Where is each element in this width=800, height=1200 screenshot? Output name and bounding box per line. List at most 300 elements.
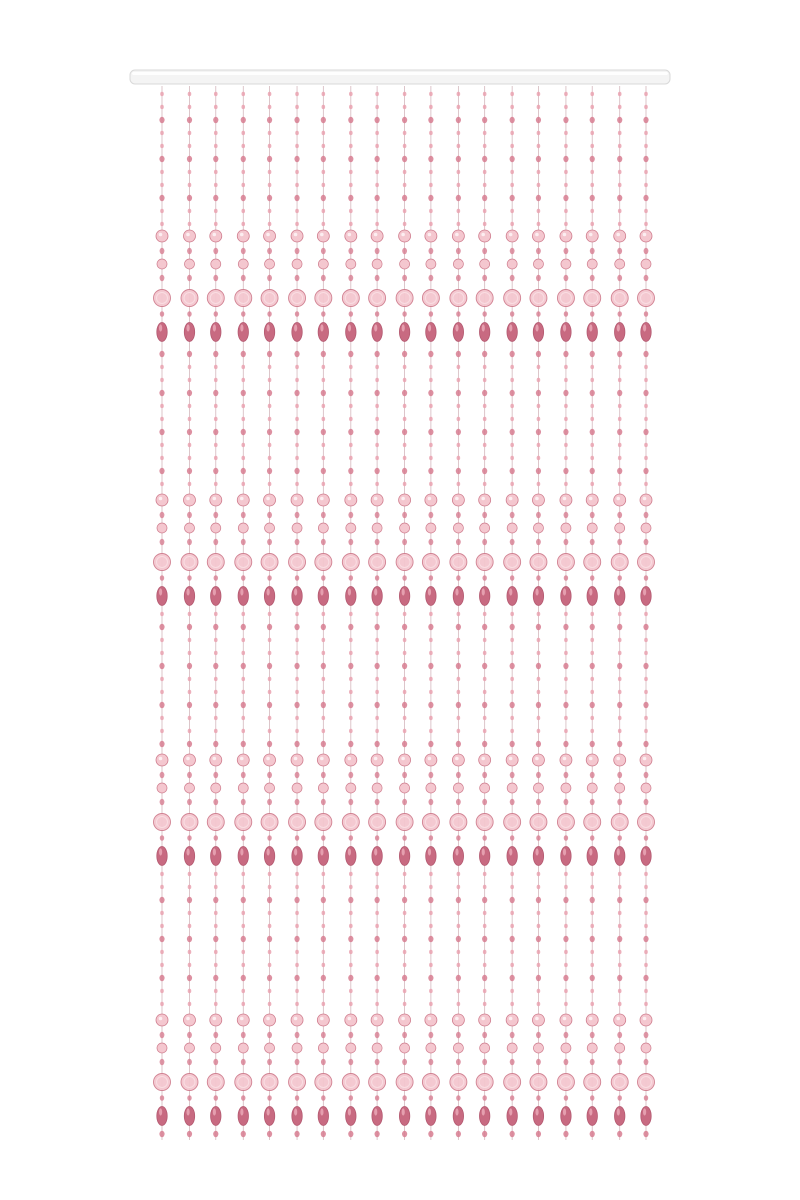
seed-bead [537, 924, 541, 928]
seed-bead [267, 195, 272, 201]
seed-bead [349, 690, 353, 694]
seed-bead [429, 482, 433, 486]
seed-bead [590, 1131, 595, 1137]
seed-bead [241, 105, 245, 109]
seed-bead [213, 702, 218, 708]
seed-bead [590, 1032, 595, 1038]
seed-bead [618, 716, 622, 720]
faceted-bead [532, 754, 544, 766]
seed-bead [563, 351, 568, 357]
bead-shine [616, 757, 620, 761]
seed-bead [322, 183, 326, 187]
seed-bead [160, 911, 164, 915]
seed-bead [428, 975, 433, 981]
seed-bead [375, 950, 379, 954]
seed-bead [375, 209, 379, 213]
seed-bead [429, 222, 433, 226]
seed-bead [510, 690, 514, 694]
seed-bead [375, 131, 379, 135]
round-bead [426, 523, 436, 533]
seed-bead [644, 539, 649, 545]
seed-bead [429, 729, 433, 733]
seed-bead [214, 651, 218, 655]
seed-bead [187, 156, 192, 162]
oval-bead [641, 1107, 651, 1126]
seed-bead [643, 390, 648, 396]
seed-bead [295, 612, 299, 616]
bead-shine [455, 1017, 459, 1021]
seed-bead [295, 677, 299, 681]
seed-bead [537, 963, 541, 967]
bead-shine [374, 497, 378, 501]
seed-bead [375, 512, 380, 518]
bead-shine [589, 497, 593, 501]
seed-bead [159, 702, 164, 708]
seed-bead [429, 404, 433, 408]
seed-bead [457, 209, 461, 213]
seed-bead [590, 1059, 595, 1065]
bead-shine [212, 497, 216, 501]
seed-bead [457, 456, 461, 460]
seed-bead [482, 897, 487, 903]
oval-shine [294, 848, 297, 855]
bead-shine [186, 497, 190, 501]
oval-bead [507, 847, 517, 866]
seed-bead [375, 365, 379, 369]
seed-bead [295, 638, 299, 642]
seed-bead [375, 275, 380, 281]
bead-shine [563, 757, 567, 761]
seed-bead [403, 638, 407, 642]
seed-bead [590, 975, 595, 981]
round-bead [265, 1043, 275, 1053]
faceted-bead [506, 230, 518, 242]
faceted-bead [237, 230, 249, 242]
seed-bead [618, 638, 622, 642]
seed-bead [160, 963, 164, 967]
seed-bead [618, 885, 622, 889]
bead-shine [509, 757, 513, 761]
faceted-bead [210, 1014, 222, 1026]
oval-bead [292, 323, 302, 342]
oval-bead [479, 847, 489, 866]
bead-shine [320, 233, 324, 237]
bead-strand [611, 86, 628, 1140]
seed-bead [617, 897, 622, 903]
seed-bead [375, 468, 380, 474]
oval-bead [211, 587, 221, 606]
oval-bead [318, 587, 328, 606]
seed-bead [483, 365, 487, 369]
faceted-bead [210, 230, 222, 242]
faceted-bead [237, 1014, 249, 1026]
oval-shine [509, 588, 512, 595]
seed-bead [537, 131, 541, 135]
oval-bead [507, 1107, 517, 1126]
oval-bead [479, 323, 489, 342]
faceted-bead [586, 754, 598, 766]
faceted-bead [560, 494, 572, 506]
seed-bead [429, 92, 433, 96]
seed-bead [268, 963, 272, 967]
seed-bead [643, 741, 648, 747]
seed-bead [295, 539, 300, 545]
seed-bead [590, 741, 595, 747]
seed-bead [241, 209, 245, 213]
seed-bead [322, 963, 326, 967]
seed-bead [510, 512, 515, 518]
round-bead [292, 523, 302, 533]
seed-bead [348, 156, 353, 162]
round-bead [480, 523, 490, 533]
seed-bead [348, 936, 353, 942]
seed-bead [429, 105, 433, 109]
seed-bead [268, 716, 272, 720]
oval-shine [320, 588, 323, 595]
seed-bead [537, 1002, 541, 1006]
seed-bead [457, 716, 461, 720]
seed-bead [214, 989, 218, 993]
faceted-bead [237, 754, 249, 766]
round-bead [238, 523, 248, 533]
faceted-bead [317, 1014, 329, 1026]
seed-bead [564, 690, 568, 694]
round-bead [533, 523, 543, 533]
seed-bead [564, 275, 569, 281]
seed-bead [510, 924, 514, 928]
seed-bead [241, 963, 245, 967]
seed-bead [375, 105, 379, 109]
seed-bead [348, 117, 353, 123]
seed-bead [187, 936, 192, 942]
seed-bead [241, 351, 246, 357]
seed-bead [402, 539, 407, 545]
round-bead [318, 259, 328, 269]
seed-bead [321, 117, 326, 123]
bead-strand [315, 86, 332, 1140]
seed-bead [618, 105, 622, 109]
faceted-bead [425, 230, 437, 242]
seed-bead [160, 950, 164, 954]
seed-bead [617, 624, 622, 630]
seed-bead [349, 131, 353, 135]
bead-shine [589, 233, 593, 237]
seed-bead [483, 729, 487, 733]
seed-bead [213, 741, 218, 747]
seed-bead [456, 1032, 461, 1038]
oval-bead [426, 847, 436, 866]
seed-bead [483, 92, 487, 96]
seed-bead [187, 975, 192, 981]
oval-shine [455, 588, 458, 595]
oval-shine [374, 324, 377, 331]
oval-shine [240, 324, 243, 331]
seed-bead [268, 924, 272, 928]
seed-bead [456, 1131, 461, 1137]
seed-bead [403, 651, 407, 655]
seed-bead [160, 872, 164, 876]
bead-shine [428, 233, 432, 237]
seed-bead [241, 924, 245, 928]
seed-bead [241, 131, 245, 135]
seed-bead [375, 936, 380, 942]
oval-bead [533, 587, 543, 606]
round-bead [587, 1043, 597, 1053]
oval-bead [479, 1107, 489, 1126]
seed-bead [457, 885, 461, 889]
seed-bead [510, 92, 514, 96]
faceted-bead [345, 494, 357, 506]
seed-bead [348, 741, 353, 747]
seed-bead [375, 443, 379, 447]
seed-bead [510, 936, 515, 942]
seed-bead [322, 170, 326, 174]
seed-bead [321, 897, 326, 903]
seed-bead [510, 1059, 515, 1065]
seed-bead [428, 624, 433, 630]
seed-bead [618, 404, 622, 408]
seed-bead [268, 872, 272, 876]
seed-bead [564, 183, 568, 187]
seed-bead [429, 417, 433, 421]
seed-bead [160, 456, 164, 460]
bead-strand [476, 86, 493, 1140]
seed-bead [241, 378, 245, 382]
seed-bead [402, 799, 407, 805]
seed-bead [267, 702, 272, 708]
seed-bead [643, 156, 648, 162]
round-bead [426, 259, 436, 269]
seed-bead [160, 170, 164, 174]
faceted-bead [264, 494, 276, 506]
seed-bead [483, 963, 487, 967]
faceted-bead [264, 230, 276, 242]
rod-highlight [132, 72, 668, 75]
seed-bead [322, 404, 326, 408]
curtain-rod [130, 70, 670, 84]
seed-bead [402, 311, 406, 317]
bead-strand [369, 86, 386, 1140]
seed-bead [537, 482, 541, 486]
seed-bead [564, 131, 568, 135]
seed-bead [429, 690, 433, 694]
seed-bead [456, 512, 461, 518]
seed-bead [241, 365, 245, 369]
seed-bead [241, 222, 245, 226]
seed-bead [402, 936, 407, 942]
seed-bead [564, 950, 568, 954]
bead-shine [294, 233, 298, 237]
seed-bead [159, 468, 164, 474]
seed-bead [618, 311, 622, 317]
seed-bead [348, 799, 353, 805]
seed-bead [482, 741, 487, 747]
seed-bead [590, 963, 594, 967]
seed-bead [457, 963, 461, 967]
seed-bead [564, 677, 568, 681]
seed-bead [563, 156, 568, 162]
seed-bead [482, 624, 487, 630]
seed-bead [403, 482, 407, 486]
seed-bead [429, 872, 433, 876]
seed-bead [536, 468, 541, 474]
seed-bead [510, 663, 515, 669]
seed-bead [214, 144, 218, 148]
faceted-bead [532, 230, 544, 242]
seed-bead [510, 170, 514, 174]
bead-shine [616, 233, 620, 237]
seed-bead [187, 311, 191, 317]
seed-bead [188, 638, 192, 642]
oval-bead [211, 847, 221, 866]
seed-bead [429, 1002, 433, 1006]
seed-bead [590, 390, 595, 396]
seed-bead [590, 131, 594, 135]
oval-bead [184, 1107, 194, 1126]
oval-shine [402, 588, 405, 595]
round-bead [400, 1043, 410, 1053]
seed-bead [510, 209, 514, 213]
seed-bead [348, 512, 353, 518]
seed-bead [294, 351, 299, 357]
seed-bead [537, 92, 541, 96]
seed-bead [375, 690, 379, 694]
seed-bead [402, 248, 407, 254]
oval-shine [455, 324, 458, 331]
seed-bead [213, 429, 218, 435]
seed-bead [644, 963, 648, 967]
seed-bead [537, 612, 541, 616]
seed-bead [295, 105, 299, 109]
seed-bead [618, 365, 622, 369]
seed-bead [564, 612, 568, 616]
seed-bead [403, 911, 407, 915]
seed-bead [537, 989, 541, 993]
seed-bead [456, 156, 461, 162]
seed-bead [188, 131, 192, 135]
seed-bead [590, 378, 594, 382]
seed-bead [322, 638, 326, 642]
seed-bead [618, 131, 622, 135]
seed-bead [644, 209, 648, 213]
seed-bead [618, 950, 622, 954]
seed-bead [349, 222, 353, 226]
seed-bead [348, 248, 353, 254]
seed-bead [590, 638, 594, 642]
seed-bead [295, 378, 299, 382]
oval-bead [211, 1107, 221, 1126]
seed-bead [268, 690, 272, 694]
seed-bead [618, 209, 622, 213]
bead-shine [159, 497, 163, 501]
seed-bead [536, 1131, 541, 1137]
seed-bead [348, 1131, 353, 1137]
seed-bead [590, 417, 594, 421]
seed-bead [349, 716, 353, 720]
seed-bead [456, 702, 461, 708]
seed-bead [564, 1032, 569, 1038]
seed-bead [159, 195, 164, 201]
seed-bead [536, 429, 541, 435]
seed-bead [510, 417, 514, 421]
seed-bead [241, 482, 245, 486]
seed-bead [267, 468, 272, 474]
seed-bead [590, 651, 594, 655]
seed-bead [402, 468, 407, 474]
seed-bead [537, 885, 541, 889]
seed-bead [564, 1059, 569, 1065]
round-bead [265, 783, 275, 793]
round-bead [346, 259, 356, 269]
bead-shine [159, 233, 163, 237]
seed-bead [241, 156, 246, 162]
seed-bead [403, 443, 407, 447]
seed-bead [267, 975, 272, 981]
seed-bead [643, 936, 648, 942]
oval-shine [482, 1108, 485, 1115]
seed-bead [294, 429, 299, 435]
round-bead [292, 1043, 302, 1053]
seed-bead [564, 222, 568, 226]
seed-bead [321, 835, 325, 841]
seed-bead [295, 575, 299, 581]
oval-bead [399, 587, 409, 606]
oval-shine [643, 324, 646, 331]
seed-bead [322, 924, 326, 928]
seed-bead [187, 248, 192, 254]
seed-bead [590, 772, 595, 778]
seed-bead [241, 575, 245, 581]
seed-bead [188, 950, 192, 954]
seed-bead [456, 663, 461, 669]
faceted-bead [614, 230, 626, 242]
seed-bead [590, 872, 594, 876]
seed-bead [483, 131, 487, 135]
oval-bead [184, 323, 194, 342]
seed-bead [294, 975, 299, 981]
seed-bead [159, 390, 164, 396]
seed-bead [644, 222, 648, 226]
seed-bead [267, 429, 272, 435]
seed-bead [482, 539, 487, 545]
seed-bead [510, 835, 514, 841]
seed-bead [349, 443, 353, 447]
seed-bead [644, 456, 648, 460]
seed-bead [321, 195, 326, 201]
round-bead [533, 1043, 543, 1053]
seed-bead [456, 624, 461, 630]
oval-bead [238, 847, 248, 866]
seed-bead [403, 989, 407, 993]
seed-bead [510, 677, 514, 681]
seed-bead [402, 975, 407, 981]
seed-bead [483, 885, 487, 889]
round-bead [211, 783, 221, 793]
seed-bead [510, 131, 514, 135]
seed-bead [267, 663, 272, 669]
seed-bead [456, 539, 461, 545]
round-bead [453, 1043, 463, 1053]
seed-bead [510, 975, 515, 981]
seed-bead [160, 417, 164, 421]
seed-bead [268, 378, 272, 382]
seed-bead [617, 156, 622, 162]
seed-bead [429, 950, 433, 954]
seed-bead [564, 885, 568, 889]
seed-bead [187, 275, 192, 281]
seed-bead [456, 975, 461, 981]
seed-bead [590, 183, 594, 187]
